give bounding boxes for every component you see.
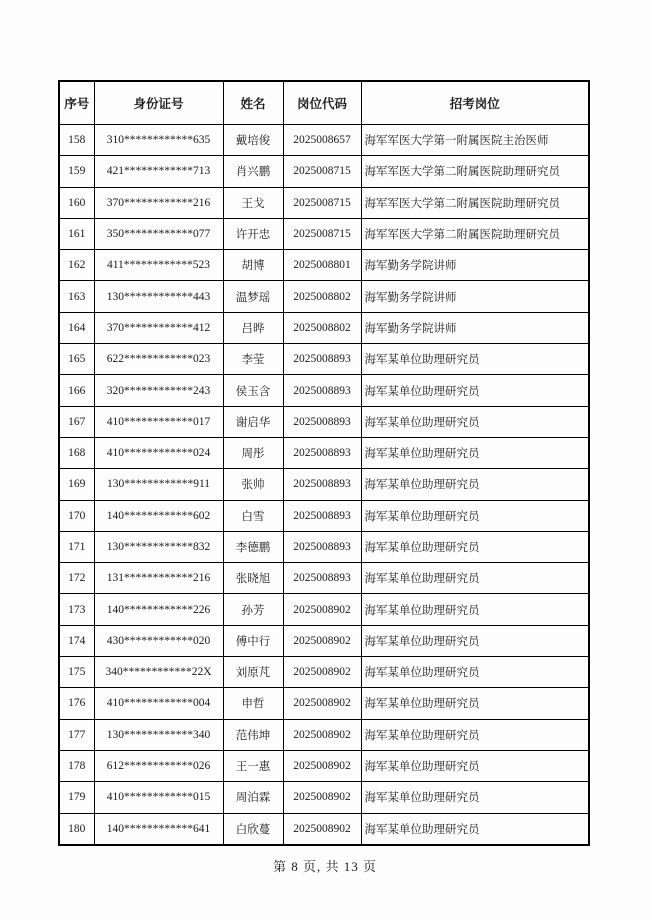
cell-position-title: 海军勤务学院讲师 <box>361 250 589 281</box>
cell-position-title: 海军军医大学第一附属医院主治医师 <box>361 125 589 156</box>
recruitment-roster-table <box>58 80 590 846</box>
column-header-serial-number: 序号 <box>59 81 94 125</box>
column-header-position-title: 招考岗位 <box>361 81 589 125</box>
cell-id-number: 131************216 <box>94 563 223 594</box>
cell-name: 温梦瑶 <box>223 281 283 312</box>
cell-position-code: 2025008893 <box>283 563 361 594</box>
table-row <box>59 125 589 156</box>
cell-serial-number: 172 <box>59 563 94 594</box>
column-header-name: 姓名 <box>223 81 283 125</box>
cell-id-number: 612************026 <box>94 750 223 781</box>
cell-name: 肖兴鹏 <box>223 156 283 187</box>
cell-position-code: 2025008893 <box>283 469 361 500</box>
table-row <box>59 782 589 813</box>
table-row <box>59 688 589 719</box>
cell-id-number: 340************22X <box>94 657 223 688</box>
cell-name: 张帅 <box>223 469 283 500</box>
cell-position-title: 海军某单位助理研究员 <box>361 375 589 406</box>
cell-name: 侯玉含 <box>223 375 283 406</box>
table-row <box>59 594 589 625</box>
cell-serial-number: 158 <box>59 125 94 156</box>
cell-position-code: 2025008802 <box>283 312 361 343</box>
table-row <box>59 813 589 845</box>
table-row <box>59 531 589 562</box>
table-row <box>59 563 589 594</box>
cell-position-title: 海军某单位助理研究员 <box>361 625 589 656</box>
cell-position-code: 2025008715 <box>283 218 361 249</box>
table-row <box>59 406 589 437</box>
table-row <box>59 625 589 656</box>
cell-serial-number: 178 <box>59 750 94 781</box>
cell-position-title: 海军某单位助理研究员 <box>361 750 589 781</box>
cell-position-title: 海军某单位助理研究员 <box>361 813 589 845</box>
cell-name: 胡博 <box>223 250 283 281</box>
table-row <box>59 156 589 187</box>
table-row <box>59 437 589 468</box>
cell-name: 白欣蔓 <box>223 813 283 845</box>
cell-id-number: 130************340 <box>94 719 223 750</box>
cell-serial-number: 170 <box>59 500 94 531</box>
cell-position-title: 海军某单位助理研究员 <box>361 688 589 719</box>
cell-name: 李莹 <box>223 344 283 375</box>
cell-name: 张晓旭 <box>223 563 283 594</box>
cell-name: 吕晔 <box>223 312 283 343</box>
cell-position-title: 海军某单位助理研究员 <box>361 657 589 688</box>
cell-position-code: 2025008893 <box>283 437 361 468</box>
cell-serial-number: 163 <box>59 281 94 312</box>
cell-name: 孙芳 <box>223 594 283 625</box>
cell-id-number: 410************017 <box>94 406 223 437</box>
cell-name: 李德鹏 <box>223 531 283 562</box>
table-row <box>59 218 589 249</box>
cell-position-title: 海军某单位助理研究员 <box>361 594 589 625</box>
cell-id-number: 410************004 <box>94 688 223 719</box>
cell-id-number: 430************020 <box>94 625 223 656</box>
table-row <box>59 719 589 750</box>
cell-serial-number: 159 <box>59 156 94 187</box>
column-header-position-code: 岗位代码 <box>283 81 361 125</box>
cell-id-number: 370************412 <box>94 312 223 343</box>
cell-position-title: 海军某单位助理研究员 <box>361 500 589 531</box>
cell-position-code: 2025008893 <box>283 406 361 437</box>
table-row <box>59 344 589 375</box>
cell-position-title: 海军某单位助理研究员 <box>361 344 589 375</box>
cell-serial-number: 167 <box>59 406 94 437</box>
cell-position-title: 海军勤务学院讲师 <box>361 281 589 312</box>
table-row <box>59 187 589 218</box>
cell-serial-number: 174 <box>59 625 94 656</box>
cell-position-title: 海军勤务学院讲师 <box>361 312 589 343</box>
cell-serial-number: 166 <box>59 375 94 406</box>
cell-id-number: 140************226 <box>94 594 223 625</box>
table-row <box>59 500 589 531</box>
table-row <box>59 281 589 312</box>
cell-position-code: 2025008802 <box>283 281 361 312</box>
cell-id-number: 411************523 <box>94 250 223 281</box>
cell-serial-number: 162 <box>59 250 94 281</box>
cell-position-code: 2025008715 <box>283 187 361 218</box>
cell-position-code: 2025008893 <box>283 375 361 406</box>
cell-serial-number: 161 <box>59 218 94 249</box>
cell-id-number: 310************635 <box>94 125 223 156</box>
cell-name: 谢启华 <box>223 406 283 437</box>
table-body <box>59 125 589 845</box>
cell-serial-number: 168 <box>59 437 94 468</box>
cell-id-number: 140************641 <box>94 813 223 845</box>
cell-position-code: 2025008902 <box>283 750 361 781</box>
cell-name: 周彤 <box>223 437 283 468</box>
cell-id-number: 140************602 <box>94 500 223 531</box>
cell-name: 许开忠 <box>223 218 283 249</box>
cell-position-title: 海军某单位助理研究员 <box>361 563 589 594</box>
cell-name: 傅中行 <box>223 625 283 656</box>
cell-serial-number: 179 <box>59 782 94 813</box>
cell-name: 范伟坤 <box>223 719 283 750</box>
cell-position-title: 海军某单位助理研究员 <box>361 782 589 813</box>
table-row <box>59 469 589 500</box>
cell-position-title: 海军军医大学第二附属医院助理研究员 <box>361 156 589 187</box>
cell-name: 申哲 <box>223 688 283 719</box>
cell-position-code: 2025008893 <box>283 531 361 562</box>
cell-serial-number: 164 <box>59 312 94 343</box>
header-row <box>59 81 589 125</box>
cell-position-title: 海军军医大学第二附属医院助理研究员 <box>361 187 589 218</box>
cell-id-number: 410************024 <box>94 437 223 468</box>
table-row <box>59 312 589 343</box>
page-indicator: 第 8 页, 共 13 页 <box>272 859 377 874</box>
cell-position-title: 海军某单位助理研究员 <box>361 469 589 500</box>
cell-position-code: 2025008893 <box>283 500 361 531</box>
table-row <box>59 375 589 406</box>
cell-position-title: 海军某单位助理研究员 <box>361 719 589 750</box>
table-row <box>59 657 589 688</box>
cell-serial-number: 169 <box>59 469 94 500</box>
cell-name: 周泊霖 <box>223 782 283 813</box>
cell-position-title: 海军某单位助理研究员 <box>361 531 589 562</box>
cell-serial-number: 173 <box>59 594 94 625</box>
cell-serial-number: 171 <box>59 531 94 562</box>
cell-name: 刘原芃 <box>223 657 283 688</box>
cell-position-title: 海军某单位助理研究员 <box>361 406 589 437</box>
cell-name: 王一惠 <box>223 750 283 781</box>
table-row <box>59 750 589 781</box>
cell-id-number: 410************015 <box>94 782 223 813</box>
cell-id-number: 421************713 <box>94 156 223 187</box>
cell-id-number: 320************243 <box>94 375 223 406</box>
cell-position-code: 2025008715 <box>283 156 361 187</box>
cell-id-number: 130************911 <box>94 469 223 500</box>
cell-position-code: 2025008902 <box>283 688 361 719</box>
cell-serial-number: 177 <box>59 719 94 750</box>
cell-position-code: 2025008902 <box>283 625 361 656</box>
cell-serial-number: 175 <box>59 657 94 688</box>
cell-id-number: 130************832 <box>94 531 223 562</box>
cell-name: 王戈 <box>223 187 283 218</box>
cell-position-code: 2025008902 <box>283 719 361 750</box>
cell-name: 白雪 <box>223 500 283 531</box>
cell-position-title: 海军某单位助理研究员 <box>361 437 589 468</box>
cell-serial-number: 165 <box>59 344 94 375</box>
cell-position-title: 海军军医大学第二附属医院助理研究员 <box>361 218 589 249</box>
column-header-id-number: 身份证号 <box>94 81 223 125</box>
cell-serial-number: 176 <box>59 688 94 719</box>
cell-id-number: 370************216 <box>94 187 223 218</box>
cell-position-code: 2025008902 <box>283 657 361 688</box>
cell-position-code: 2025008902 <box>283 813 361 845</box>
cell-id-number: 130************443 <box>94 281 223 312</box>
cell-position-code: 2025008801 <box>283 250 361 281</box>
table-row <box>59 250 589 281</box>
cell-serial-number: 160 <box>59 187 94 218</box>
cell-serial-number: 180 <box>59 813 94 845</box>
cell-position-code: 2025008657 <box>283 125 361 156</box>
cell-name: 戴培俊 <box>223 125 283 156</box>
cell-position-code: 2025008902 <box>283 594 361 625</box>
cell-position-code: 2025008893 <box>283 344 361 375</box>
cell-id-number: 350************077 <box>94 218 223 249</box>
cell-id-number: 622************023 <box>94 344 223 375</box>
cell-position-code: 2025008902 <box>283 782 361 813</box>
